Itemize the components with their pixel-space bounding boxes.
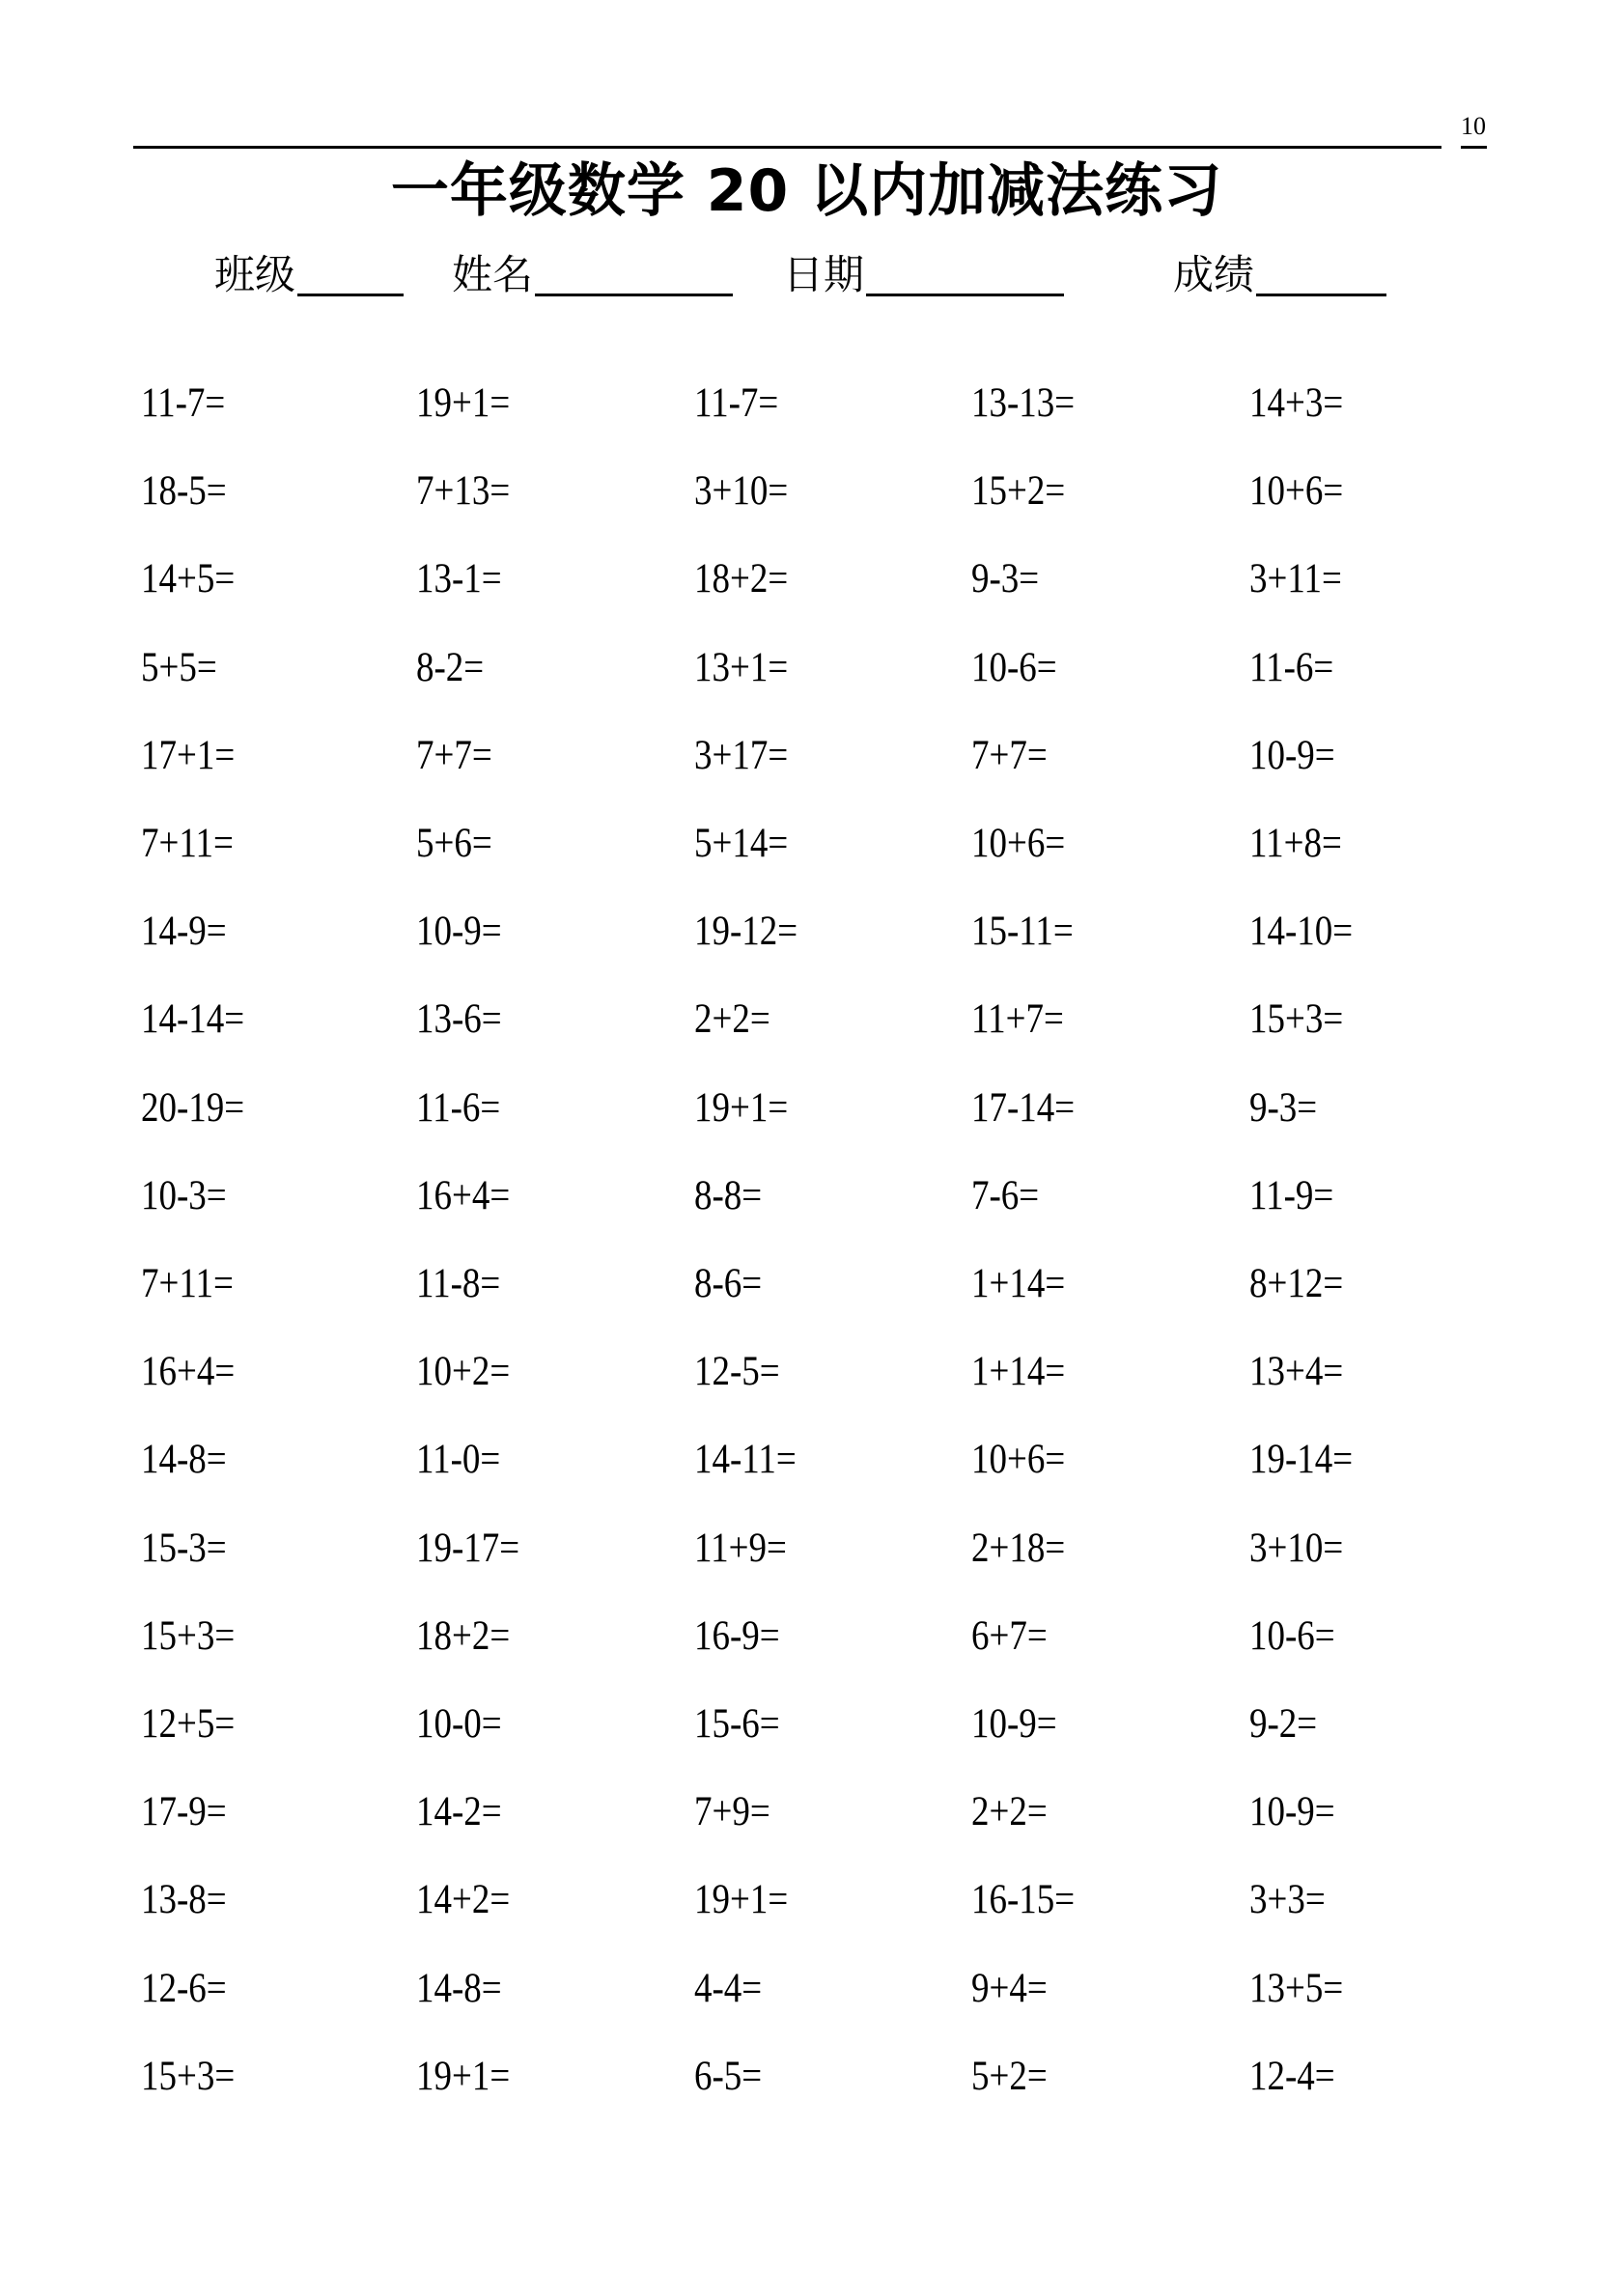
problem-item: 9+4=	[971, 1965, 1048, 2011]
problem-item: 5+6=	[416, 821, 492, 866]
problem-item: 2+2=	[694, 996, 770, 1043]
problem-item: 10-6=	[971, 644, 1057, 690]
problem-item: 16-15=	[971, 1877, 1076, 1923]
info-field-name	[452, 249, 733, 299]
problem-item: 19-14=	[1249, 1437, 1354, 1483]
problem-item: 7+13=	[416, 468, 511, 515]
problem-item: 13-8=	[141, 1877, 227, 1923]
problem-item: 13-13=	[971, 380, 1076, 426]
problem-item: 14-11=	[694, 1437, 797, 1483]
problem-item: 11-6=	[416, 1084, 501, 1131]
problem-item: 10-9=	[1249, 1789, 1335, 1835]
problem-item: 10+6=	[971, 1437, 1066, 1483]
problem-item: 7+7=	[971, 732, 1048, 778]
problem-item: 15+3=	[141, 2053, 236, 2099]
page-number: 10	[1461, 112, 1486, 140]
problem-item: 8-6=	[694, 1261, 763, 1306]
problem-item: 14-10=	[1249, 909, 1354, 955]
problem-item: 11+7=	[971, 996, 1064, 1043]
problem-item: 7+11=	[141, 1261, 234, 1306]
problem-item: 2+18=	[971, 1525, 1066, 1571]
problem-item: 19-17=	[416, 1525, 520, 1571]
problem-item: 14-2=	[416, 1789, 502, 1835]
problem-item: 10-0=	[416, 1701, 502, 1747]
name-label: 姓名	[452, 251, 534, 298]
problem-item: 8-2=	[416, 644, 485, 690]
problem-item: 13+1=	[694, 644, 789, 690]
problem-item: 6-5=	[694, 2053, 763, 2099]
date-label: 日期	[783, 251, 865, 298]
problem-item: 10+6=	[1249, 468, 1344, 515]
problem-item: 13+5=	[1249, 1965, 1344, 2011]
problem-item: 15+3=	[141, 1612, 236, 1659]
problem-item: 5+5=	[141, 644, 217, 690]
problem-item: 3+11=	[1249, 556, 1342, 602]
problem-item: 14-8=	[141, 1437, 227, 1483]
problem-item: 3+10=	[1249, 1525, 1344, 1571]
problem-item: 11-6=	[1249, 644, 1334, 690]
problem-item: 19+1=	[416, 2053, 511, 2099]
problem-item: 16+4=	[416, 1172, 511, 1218]
problem-item: 14+3=	[1249, 380, 1344, 426]
problem-item: 11-8=	[416, 1261, 501, 1306]
problem-item: 10-6=	[1249, 1612, 1335, 1659]
problem-item: 3+3=	[1249, 1877, 1326, 1923]
problem-item: 19+1=	[694, 1084, 789, 1131]
problem-item: 17-9=	[141, 1789, 227, 1835]
worksheet-title: 一年级数学 20 以内加减法练习	[390, 157, 1223, 225]
problem-item: 12+5=	[141, 1701, 236, 1747]
problem-item: 15-3=	[141, 1525, 227, 1571]
problem-item: 8-8=	[694, 1172, 763, 1218]
class-blank[interactable]	[297, 294, 404, 296]
problem-item: 10-9=	[971, 1701, 1057, 1747]
problem-item: 7+9=	[694, 1789, 770, 1835]
problem-item: 7+11=	[141, 821, 234, 866]
problem-item: 20-19=	[141, 1084, 245, 1131]
problem-item: 18-5=	[141, 468, 227, 515]
problem-item: 12-6=	[141, 1965, 227, 2011]
problem-item: 12-5=	[694, 1349, 780, 1395]
info-field-class	[214, 249, 404, 299]
problem-item: 10+2=	[416, 1349, 511, 1395]
problem-item: 2+2=	[971, 1789, 1048, 1835]
problem-item: 14+2=	[416, 1877, 511, 1923]
problem-item: 16+4=	[141, 1349, 236, 1395]
problem-item: 5+2=	[971, 2053, 1048, 2099]
problem-item: 13-1=	[416, 556, 502, 602]
problem-item: 1+14=	[971, 1261, 1066, 1306]
problem-item: 1+14=	[971, 1349, 1066, 1395]
problem-item: 15+2=	[971, 468, 1066, 515]
problem-item: 11-0=	[416, 1437, 501, 1483]
problem-item: 13-6=	[416, 996, 502, 1043]
problem-item: 19+1=	[416, 380, 511, 426]
problem-item: 15-6=	[694, 1701, 780, 1747]
problem-item: 15+3=	[1249, 996, 1344, 1043]
problem-item: 11-7=	[694, 380, 779, 426]
page-number-underline	[1461, 146, 1487, 149]
problem-item: 3+17=	[694, 732, 789, 778]
problem-item: 9-3=	[971, 556, 1040, 602]
problem-item: 14-9=	[141, 909, 227, 955]
problem-item: 9-2=	[1249, 1701, 1318, 1747]
problem-item: 9-3=	[1249, 1084, 1318, 1131]
problem-item: 18+2=	[694, 556, 789, 602]
problem-item: 3+10=	[694, 468, 789, 515]
score-blank[interactable]	[1256, 294, 1386, 296]
problem-item: 14-8=	[416, 1965, 502, 2011]
class-label: 班级	[214, 251, 296, 298]
problem-item: 11+8=	[1249, 821, 1342, 866]
problem-item: 7+7=	[416, 732, 492, 778]
name-blank[interactable]	[535, 294, 733, 296]
problem-item: 19+1=	[694, 1877, 789, 1923]
problem-item: 10-9=	[416, 909, 502, 955]
problem-item: 10-9=	[1249, 732, 1335, 778]
info-field-score	[1173, 249, 1386, 299]
problem-item: 7-6=	[971, 1172, 1040, 1218]
problem-item: 12-4=	[1249, 2053, 1335, 2099]
problem-item: 19-12=	[694, 909, 798, 955]
problem-item: 17-14=	[971, 1084, 1076, 1131]
problem-item: 11-7=	[141, 380, 226, 426]
info-field-date	[783, 249, 1064, 299]
date-blank[interactable]	[866, 294, 1064, 296]
problem-item: 16-9=	[694, 1612, 780, 1659]
problem-item: 14+5=	[141, 556, 236, 602]
header-rule	[133, 146, 1441, 149]
problem-item: 15-11=	[971, 909, 1074, 955]
problem-item: 13+4=	[1249, 1349, 1344, 1395]
problem-item: 17+1=	[141, 732, 236, 778]
problem-item: 11+9=	[694, 1525, 787, 1571]
problem-item: 8+12=	[1249, 1261, 1344, 1306]
problem-item: 10-3=	[141, 1172, 227, 1218]
problem-item: 11-9=	[1249, 1172, 1334, 1218]
problem-item: 10+6=	[971, 821, 1066, 866]
problem-item: 6+7=	[971, 1612, 1048, 1659]
score-label: 成绩	[1173, 251, 1255, 298]
problem-item: 18+2=	[416, 1612, 511, 1659]
problem-item: 4-4=	[694, 1965, 763, 2011]
problem-item: 5+14=	[694, 821, 789, 866]
problem-item: 14-14=	[141, 996, 245, 1043]
